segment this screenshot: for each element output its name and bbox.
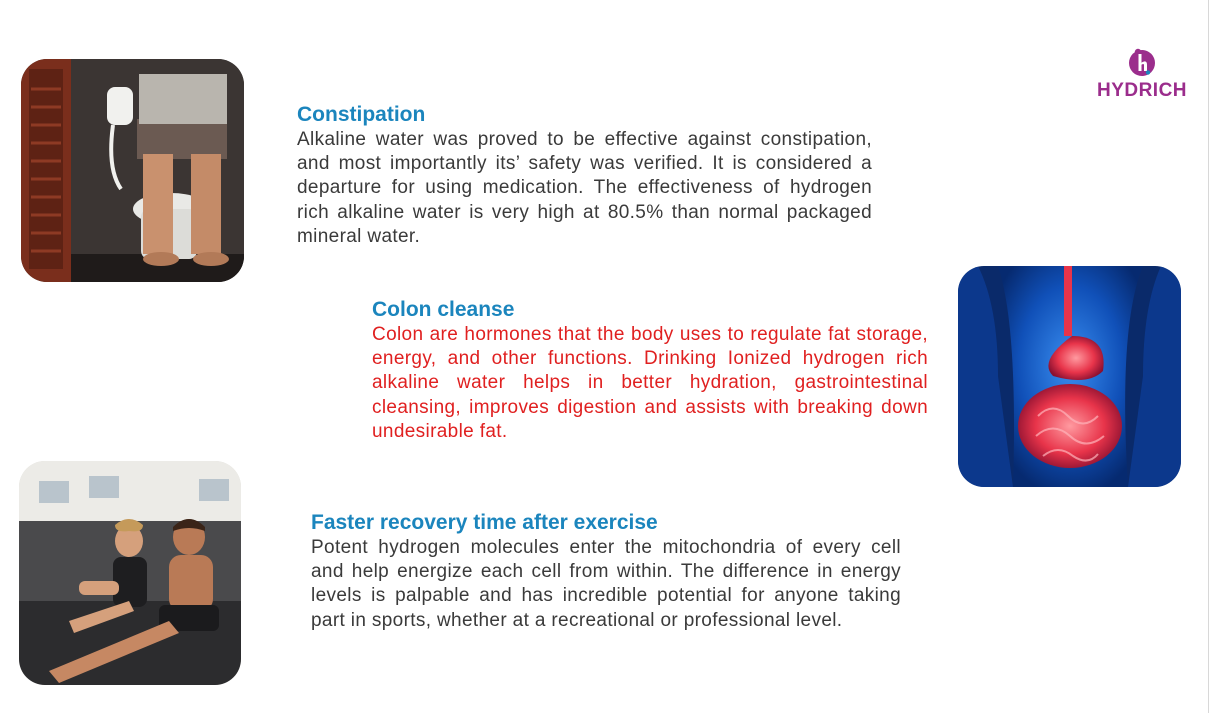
hydrich-logo <box>1090 46 1194 106</box>
hydrich-logo-icon <box>1126 46 1158 78</box>
constipation-body: Alkaline water was proved to be effective against constipation, and most importantly its’ safety was verified. It is considered a departure for using medication. The effectiveness of hydrogen rich alkaline water is very high at 80.5% than normal packaged mineral water. <box>297 129 872 247</box>
recovery-section <box>311 510 901 633</box>
bathroom-toilet-photo <box>21 59 244 282</box>
colon-cleanse-heading: Colon cleanse <box>372 298 515 321</box>
recovery-body: Potent hydrogen molecules enter the mitochondria of every cell and help energize each cell from within. The difference in energy levels is palpable and has incredible potential for anyone taking part in sports, whether at a recreational or professional level. <box>311 537 901 631</box>
colon-cleanse-section <box>372 297 928 444</box>
constipation-heading: Constipation <box>297 103 426 126</box>
colon-cleanse-body: Colon are hormones that the body uses to regulate fat storage, energy, and other functions. Drinking Ionized hydrogen rich alkaline water helps in better hydration, gastrointestinal cleansing, improves digestion and assists with breaking down undesirable fat. <box>372 324 928 442</box>
gym-couple-resting-photo <box>19 461 241 685</box>
constipation-section <box>297 102 872 249</box>
brand-name: HYDRICH <box>1096 80 1188 101</box>
digestive-system-anatomy-photo <box>958 266 1181 487</box>
slide-right-border <box>1208 0 1209 713</box>
recovery-heading: Faster recovery time after exercise <box>311 511 658 534</box>
